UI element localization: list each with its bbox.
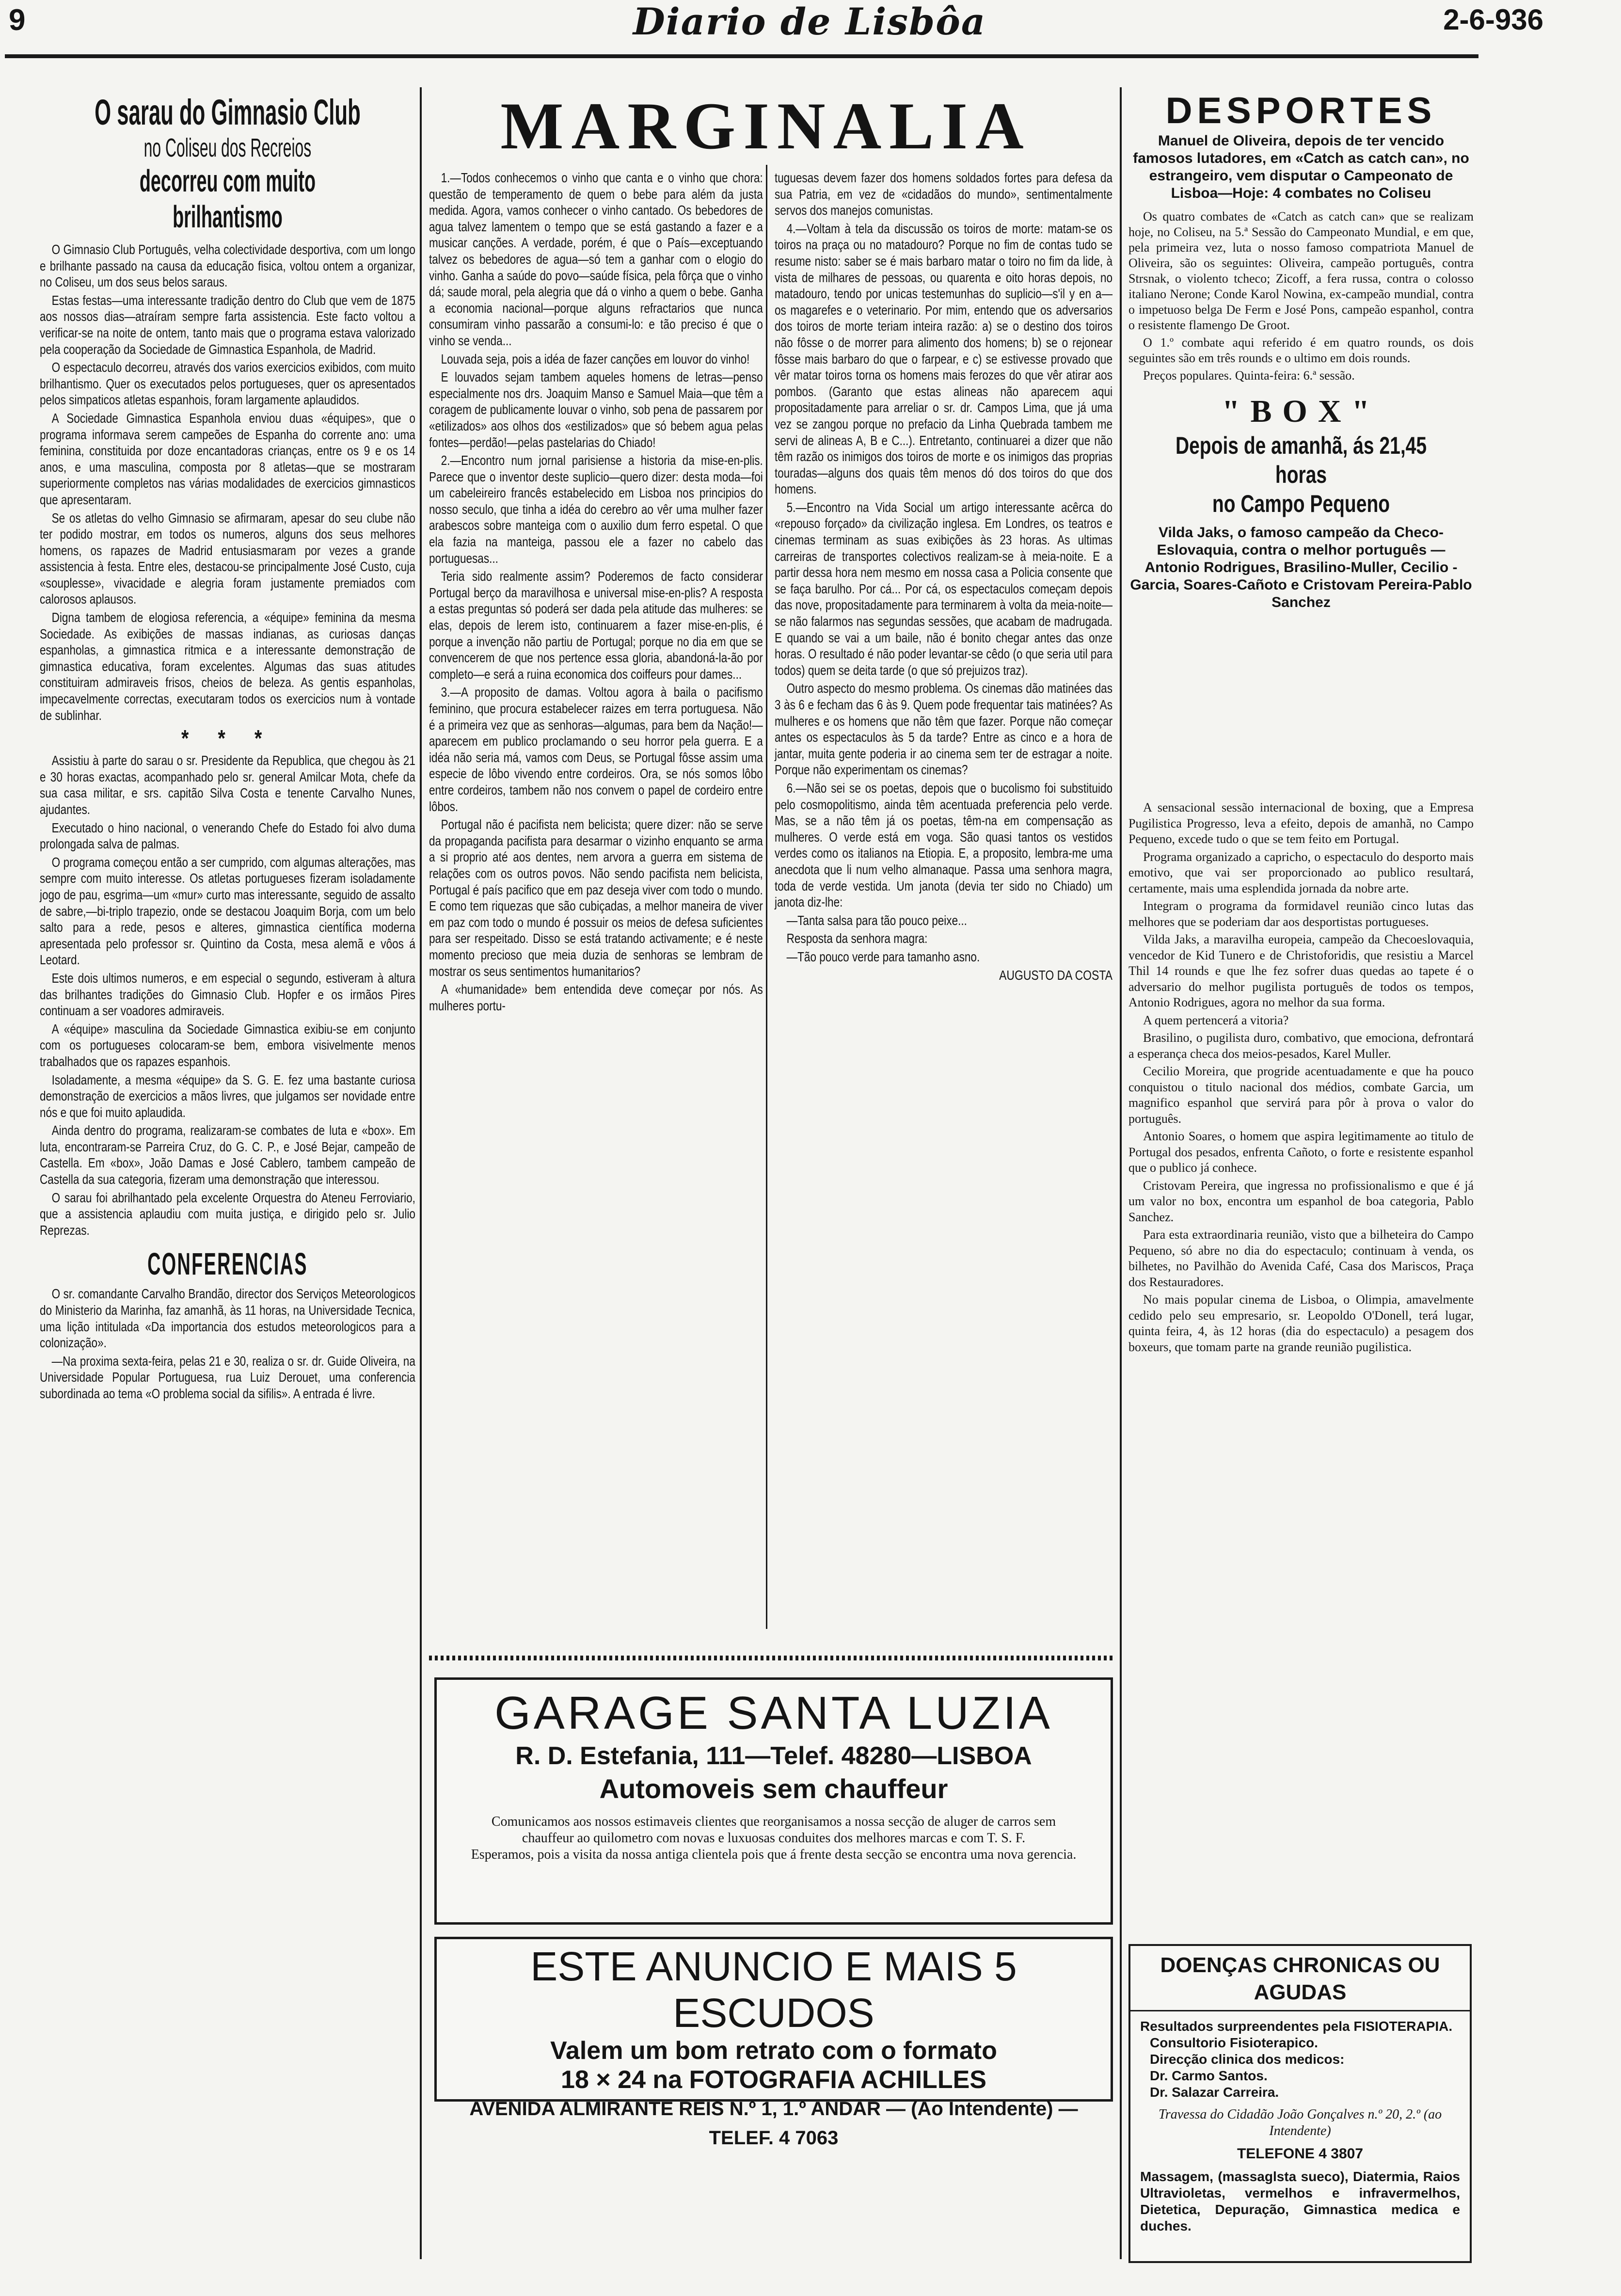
paragraph: O sarau foi abrilhantado pela excelente Orquestra do Ateneu Ferroviario, que a assistencia aplaudiu com muita justiça, e dirigido pelo sr. Julio Reprezas. [40,1190,415,1238]
section-separator: * * * [181,726,274,752]
article-tagline-gimnasio: decorreu com muito brilhantismo [139,163,316,234]
ad-garage-headline: Automoveis sem chauffeur [599,1773,948,1804]
paragraph: 4.—Voltam à tela da discussão os toiros de morte: matam-se os toiros na praça ou no matadouro? Porque no fim de contas tudo se resume nisto: saber se é mais barbaro matar o toiro no fim da lide, à vista de milhares de pessoas, ou quarenta e oito horas depois, no matadouro, tendo por unicas testemunhas do suplicio—s'il y en a—os magarefes e o veterinario. Por mim, entendo que os adversarios dos toiros de morte teriam inteira razão: a) se o destino dos toiros não fôsse o de morrer para alimento dos homens; b) se o rejonear fôsse mais barbaro do que o farpear, e c) se estivesse provado que vêr matar toiros torna os homens mais ferozes do que vêr atirar aos pombos. (Garanto que estas alineas não aparecem aqui propositadamente para arreliar o sr. dr. Campos Lima, que já uma vez se zangou porque no prefacio da Linha Quebrada tambem me servi de alineas A, B e C...). Entretanto, continuarei a dizer que não têm razão os inimigos dos toiros de morte e os inimigos das proprias touradas—alguns dos quais têm menos dó dos toiros do que dos homens. [775,221,1112,497]
marginalia-title: MARGINALIA [500,89,1032,163]
paragraph: Antonio Soares, o homem que aspira legitimamente ao titulo de Portugal dos pesados, enfrenta Cañoto, o forte e resistente espanhol que o publico já conhece. [1128,1129,1474,1175]
marginalia-left-column [429,170,763,1624]
paragraph: Executado o hino nacional, o venerando Chefe do Estado foi alvo duma prolongada salva de palmas. [40,820,415,852]
ad-doencas-title: DOENÇAS CHRONICAS OU AGUDAS [1130,1952,1470,2011]
ad-doencas-chronicas [1128,1944,1472,2263]
ad-doencas-line-3: Direcção clinica dos medicos: [1150,2052,1345,2067]
section-title-desportes: DESPORTES [1165,90,1437,131]
ad-garage-name: GARAGE SANTA LUZIA [494,1687,1053,1739]
paragraph: 3.—A proposito de damas. Voltou agora à baila o pacifismo feminino, que procura estabelecer raizes em terra portuguesa. Não é a primeira vez que as senhoras—algumas, para bem da Nação!—aparecem em publico proclamando o seu horror pela guerra. E a idéa não seria má, vamos com Deus, se Portugal fôsse assim uma especie de lôbo vivendo entre cordeiros. Ora, se nós somos lôbo entre cordeiros, tambem não nos convem o papel de cordeiro entre lôbos. [429,685,763,814]
ad-doencas-address: Travessa do Cidadão João Gonçalves n.º 20, 2.º (ao Intendente) [1158,2107,1442,2138]
paragraph: Vilda Jaks, a maravilha europeia, campeão da Checoeslovaquia, vencedor de Kid Tunero e de Christoforidis, que resistiu a Marcel Thil 14 rounds e que lhe fez sofrer duas quedas ao tapete é o adversario do melhor pugilista português de todos os tempos, Antonio Rodrigues, agora no melhor da sua forma. [1128,932,1474,1009]
paragraph: Para esta extraordinaria reunião, visto que a bilheteira do Campo Pequeno, só abre no dia do espectaculo; continuam à venda, os bilhetes, no Pavilhão do Avenida Café, Casa dos Mariscos, Praça dos Restauradores. [1128,1228,1474,1289]
ad-doencas-line-4: Dr. Carmo Santos. [1150,2068,1268,2083]
paragraph: A quem pertencerá a vitoria? [1143,1013,1289,1027]
ad-doencas-line-2: Consultorio Fisioterapico. [1150,2035,1318,2050]
marginalia-divider [766,165,767,1629]
ad-garage-address: R. D. Estefania, 111—Telef. 48280—LISBOA [515,1742,1032,1770]
box-subtitle-1: Depois de amanhã, ás 21,45 horas [1175,432,1427,488]
paragraph: —Na proxima sexta-feira, pelas 21 e 30, realiza o sr. dr. Guide Oliveira, na Universidade Popular Portuguesa, rua Luiz Derouet, uma conferencia subordinada ao tema «O problema social da sifilis». A entrada é livre. [40,1353,415,1401]
paragraph: —Tanta salsa para tão pouco peixe... [786,912,967,928]
top-rule [5,54,1478,58]
ad-photo-line-2: 18 × 24 na FOTOGRAFIA ACHILLES [561,2066,986,2094]
paragraph: Assistiu à parte do sarau o sr. Presidente da Republica, que chegou às 21 e 30 horas exactas, acompanhado pelo sr. general Amilcar Mota, chefe da sua casa militar, e srs. capitão Silva Costa e tenente Carvalho Nunes, ajudantes. [40,753,415,817]
ad-photo-address: AVENIDA ALMIRANTE REIS N.º 1, 1.º ANDAR — (Ao Intendente) — TELEF. 4 7063 [469,2098,1078,2149]
column-divider-1 [420,87,422,2259]
column-box-body [1128,800,1474,1929]
paragraph: Resposta da senhora magra: [786,931,928,946]
paragraph: Brasilino, o pugilista duro, combativo, que emociona, defrontará a esperança checa dos meios-pesados, Karel Muller. [1128,1031,1474,1061]
paragraph: 6.—Não sei se os poetas, depois que o bucolismo foi substituido pelo cosmopolitismo, ainda têm acentuada preferencia pelo verde. Mas, se a não têm já os poetas, têm-na em compensação as mulheres. O verde está em voga. São quasi tantos os vestidos verdes como os italianos na Etiopia. E, a proposito, lembra-me uma anecdota que li num velho almanaque. Passa uma senhora magra, toda de verde vestida. Um janota (devia ter sido no Chiado) um janota diz-lhe: [775,780,1112,910]
page-number: 9 [9,3,26,37]
paragraph: Se os atletas do velho Gimnasio se afirmaram, apesar do seu clube não ter podido mostrar, em todos os numeros, alguns dos seus melhores homens, os rapazes de Madrid entusiasmaram por vezes a grande assistencia à festa. Entre eles, destacou-se principalmente José Custo, cuja «souplesse», vivacidade e alegria foram justamente premiados com calorosos aplausos. [40,510,415,607]
paragraph: O sr. comandante Carvalho Brandão, director dos Serviços Meteorologicos do Ministerio da Marinha, faz amanhã, às 11 horas, na Universidade Tecnica, uma lição intitulada «Da importancia dos estudos meteorologicos para a colonização». [40,1286,415,1351]
box-subtitle-2: no Campo Pequeno [1212,490,1390,517]
ad-doencas-line-5: Dr. Salazar Carreira. [1150,2085,1279,2100]
column-gimnasio [40,92,415,2254]
ad-garage-text-2: Esperamos, pois a visita da nossa antiga clientela pois que á frente desta secção se encontra uma nova gerencia. [471,1847,1077,1862]
ad-photo-headline: ESTE ANUNCIO E MAIS 5 ESCUDOS [530,1944,1017,2036]
paragraph: Este dois ultimos numeros, e em especial o segundo, estiveram à altura das brilhantes tradições do Gimnasio Club. Hopfer e os irmãos Pires continuam a ser voadores admiraveis. [40,970,415,1019]
paragraph: O Gimnasio Club Português, velha colectividade desportiva, com um longo e brilhante passado na causa da educação fisica, voltou ontem a organizar, no Coliseu, um dos seus belos saraus. [40,242,415,290]
paragraph: Cecilio Moreira, que progride acentuadamente e que ha pouco conquistou o titulo nacional dos médios, combate Garcia, um magnifico espanhol que servirá para pôr à prova o valor do português. [1128,1064,1474,1126]
paragraph: No mais popular cinema de Lisboa, o Olimpia, amavelmente cedido pelo seu empresario, sr. Leopoldo O'Donell, terá lugar, quinta feira, 4, às 12 horas (dia do espectaculo) a pesagem dos boxeurs, que tomam parte na grande reunião pugilistica. [1128,1292,1474,1354]
section-title-conferencias: CONFERENCIAS [147,1246,308,1282]
issue-date: 2-6-936 [1443,3,1543,36]
article-title-gimnasio: O sarau do Gimnasio Club [95,92,361,132]
ad-photo-line-1: Valem um bom retrato com o formato [550,2037,997,2065]
paragraph: O 1.º combate aqui referido é em quatro rounds, os dois seguintes são em três rounds e o ultimo em dois rounds. [1128,335,1474,365]
paragraph: A sensacional sessão internacional de boxing, que a Empresa Pugilistica Progresso, leva a efeito, depois de amanhã, no Campo Pequeno, excede tudo o que se tem feito em Portugal. [1128,800,1474,846]
ad-doencas-services: Massagem, (massaglsta sueco), Diatermia, Raios Ultravioletas, vermelhos e infravermelhos, Dietetica, Depuração, Gimnastica medica e duches. [1140,2169,1460,2233]
paragraph: 2.—Encontro num jornal parisiense a historia da mise-en-plis. Parece que o inventor deste suplicio—quero dizer: desta moda—foi um cabeleireiro francês estabelecido em Lisboa nos principios do nosso seculo, que tinha a idéa do cerebro ao vêr uma mulher fazer arabescos sobre manteiga com o auxilio dum ferro espetal. O que ela fazia na manteiga, passou ele a fazer no cabelo das portuguesas... [429,453,763,566]
ad-doencas-line-1: Resultados surpreendentes pela FISIOTERAPIA. [1140,2019,1453,2034]
paragraph: A «équipe» masculina da Sociedade Gimnastica exibiu-se em conjunto com os portugueses colocaram-se bem, embora visivelmente menos trabalhados que os rapazes espanhois. [40,1021,415,1069]
author-signature: AUGUSTO DA COSTA [999,967,1112,983]
paragraph: Programa organizado a capricho, o espectaculo do desporto mais emotivo, que vai ser proporcionado ao publico resultará, certamente, mais uma esplendida jornada da nobre arte. [1128,849,1474,895]
paragraph: 1.—Todos conhecemos o vinho que canta e o vinho que chora: questão de temperamento de quem o bebe para além da justa medida. Agora, vamos conhecer o vinho cantado. Os bebedores de agua talvez lamentem o tempo que se está gastando a fazer e a musicar canções. A verdade, porém, é que o País—exceptuando talvez os bebedores de agua—só tem a ganhar com o elogio do vinho. Ganha a saúde do povo—saúde física, pela fôrça que o vinho dá; saude moral, pela alegria que dá o vinho a quem o bebe. Ganha a economia nacional—porque alguns refractarios que nunca consumiram vinho passarão a consumi-lo: e tão preciso é que o vinho se venda... [429,170,763,348]
paragraph: O espectaculo decorreu, através dos varios exercicios exibidos, com muito brilhantismo. Quer os executados pelos portugueses, quer os apresentados pelos simpaticos atletas espanhois, foram largamente aplaudidos. [40,360,415,408]
paragraph: Digna tambem de elogiosa referencia, a «équipe» feminina da mesma Sociedade. As exibições de massas indianas, as curiosas danças espanholas, a gimnastica ritmica e a interessante demonstração de gimnastica educativa, foram excelentes. Algumas das suas atitudes constituiram admiraveis frisos, cheios de beleza. As gentis espanholas, impecavelmente correctas, executaram todos os exercicios num à vontade de sublinhar. [40,610,415,723]
paragraph: Estas festas—uma interessante tradição dentro do Club que vem de 1875 aos nossos dias—atraíram sempre farta assistencia. Este facto voltou a verificar-se na noite de ontem, tanto mais que o programa estava valorizado pela cooperação da Sociedade de Gimnastica Espanhola, de Madrid. [40,292,415,357]
column-divider-2 [1120,87,1122,2259]
paragraph: A «humanidade» bem entendida deve começar por nós. As mulheres portu- [429,982,763,1013]
desportes-lead: Manuel de Oliveira, depois de ter vencido famosos lutadores, em «Catch as catch can», no estrangeiro, vem disputar o Campeonato de Lisboa—Hoje: 4 combates no Coliseu [1133,133,1469,201]
paragraph: E louvados sejam tambem aqueles homens de letras—penso especialmente nos drs. Joaquim Manso e Samuel Maia—que têm a coragem de publicamente louvar o vinho, sob pena de passarem por «etilizados» aos olhos dos «estilizados» que só bebem agua pelas fontes—perdão!—pelas pastelarias do Chiado! [429,369,763,450]
paragraph: Integram o programa da formidavel reunião cinco lutas das melhores que se poderiam dar aos desportistas portugueses. [1128,899,1474,929]
paragraph: Isoladamente, a mesma «équipe» da S. G. E. fez uma bastante curiosa demonstração de exercicios a mãos livres, que julgamos ser novidade entre nós e que foi muito aplaudida. [40,1072,415,1120]
ad-garage-santa-luzia [434,1677,1113,1925]
masthead [0,0,1621,53]
paragraph: Louvada seja, pois a idéa de fazer canções em louvor do vinho! [441,351,750,367]
marginalia-right-column [775,170,1112,1629]
ad-garage-text-1: Comunicamos aos nossos estimaveis clientes que reorganisamos a nossa secção de aluger de carros sem chauffeur ao quilometro com novas e luxuosas conduites dos melhores marcas e com T. S. F. [491,1814,1056,1846]
paragraph: O programa começou então a ser cumprido, com algumas alterações, mas sempre com muito interesse. Os atletas portugueses fizeram isoladamente jogo de pau, esgrima—um «mur» curto mas interessante, seguido de assalto de sabre,—bi-triplo trapezio, onde se destacou Joaquim Borja, com um belo salto para a rede, pesos e alteres, gimnastica científica moderna apresentada pelo professor sr. Quintino da Costa, mesa alemã e vôos á Leotard. [40,854,415,968]
paragraph: Cristovam Pereira, que ingressa no profissionalismo e que é já um valor no box, encontra um espanhol de boa categoria, Pablo Sanchez. [1128,1178,1474,1224]
ad-doencas-phone: TELEFONE 4 3807 [1237,2146,1364,2162]
paragraph: A Sociedade Gimnastica Espanhola enviou duas «équipes», que o programa informava serem campeões de Espanha do corrente ano: uma feminina, constituida por doze encantadoras crianças, entre os 9 e os 14 anos, e uma masculina, composta por 8 atletas—que se mostraram superiormente completos nas várias modalidades de exercicios gimnasticos que apresentaram. [40,410,415,507]
paragraph: Teria sido realmente assim? Poderemos de facto considerar Portugal berço da maravilhosa e universal mise-en-plis? A resposta a estas preguntas só poderá ser dada pela atitude das mulheres: se elas, depois de lerem isto, continuarem a fazer mise-en-plis, é porque a invenção não partiu de Portugal; porque no dia em que se convencerem de que nos pertence essa gloria, abandoná-la-ão por completo—e será a ruina economica dos coiffeurs pour dames... [429,569,763,682]
ad-fotografia-achilles [434,1937,1113,2149]
box-title: "BOX" [1222,394,1381,429]
article-subtitle-gimnasio: no Coliseu dos Recreios [143,133,312,162]
paragraph: —Tão pouco verde para tamanho asno. [786,949,980,964]
paragraph: 5.—Encontro na Vida Social um artigo interessante acêrca do «repouso forçado» da civilização inglesa. Em Londres, os teatros e cinemas terminam as suas exibições às 23 horas. As ultimas carreiras de transportes colectivos realizam-se à meia-noite. E a partir dessa hora nem mesmo em nossa casa a Policia consente que se faça barulho. Por cá... Por cá, os espectaculos começam depois das nove, propositadamente para terminarem à volta da meia-noite—se não falarmos nas segundas sessões, que acabam de madrugada. E quando se vai a um baile, não é bonito chegar antes das onze horas. O resultado é não poder levantar-se cêdo (o que seria util para todos) quem se deita tarde (o que só prejuizos traz). [775,499,1112,678]
paragraph: Preços populares. Quinta-feira: 6.ª sessão. [1143,368,1355,383]
ad-separator [429,1656,1112,1660]
box-lead: Vilda Jaks, o famoso campeão da Checo-Eslovaquia, contra o melhor português — Antonio Rodrigues, Brasilino-Muller, Cecilio - Garcia, Soares-Cañoto e Cristovam Pereira-Pablo Sanchez [1130,525,1472,610]
paragraph: Portugal não é pacifista nem belicista; quere dizer: não se serve da propaganda pacifista para desarmar o vizinho enquanto se arma a si proprio até aos dentes, nem arvora a guerra em sistema de relações com os outros povos. Não sendo pacifista nem belicista, Portugal é país pacifico que em paz deseja viver com todo o mundo. E como tem riquezas que são cubiçadas, a melhor maneira de viver em paz com todo o mundo é possuir os meios de defesa suficientes para ser respeitado. Disso se está tratando activamente; e é neste momento precioso que meia duzia de senhoras se lembram de mostrar os seus sentimentos humanitarios? [429,817,763,979]
paragraph: Outro aspecto do mesmo problema. Os cinemas dão matinées das 3 às 6 e fecham das 6 às 9. Quem pode frequentar tais matinées? As mulheres e os homens que não têm que fazer. Porque não começar antes os espectaculos às 5 da tarde? Entre as cinco e a hora de jantar, muita gente poderia ir ao cinema sem ter de estragar a noite. Porque não experimentam os cinemas? [775,681,1112,778]
paragraph: Ainda dentro do programa, realizaram-se combates de luta e «box». Em luta, encontraram-se Parreira Cruz, do G. C. P., e José Bejar, campeão de Castella. Em «box», João Damas e José Cablero, tambem campeão de Castella da sua categoria, fizeram uma demonstração que interessou. [40,1123,415,1187]
paragraph: tuguesas devem fazer dos homens soldados fortes para defesa da sua Patria, em vez de «cidadãos do mundo», sentimentalmente servos dos manejos comunistas. [775,170,1112,218]
newspaper-title: Diario de Lisbôa [633,0,986,43]
paragraph: Os quatro combates de «Catch as catch can» que se realizam hoje, no Coliseu, na 5.ª Sessão do Campeonato Mundial, e em que, pela primeira vez, luta o nosso famoso compatriota Manuel de Oliveira, são os seguintes: Oliveira, campeão português, contra Strsnak, o violento tcheco; Zicoff, a fera russa, contra o colosso italiano Nerone; Conde Karol Nowina, ex-campeão mundial, contra o impetuoso belga De Ferm e José Pons, campeão espanhol, contra o resistente flamengo De Groot. [1128,209,1474,332]
